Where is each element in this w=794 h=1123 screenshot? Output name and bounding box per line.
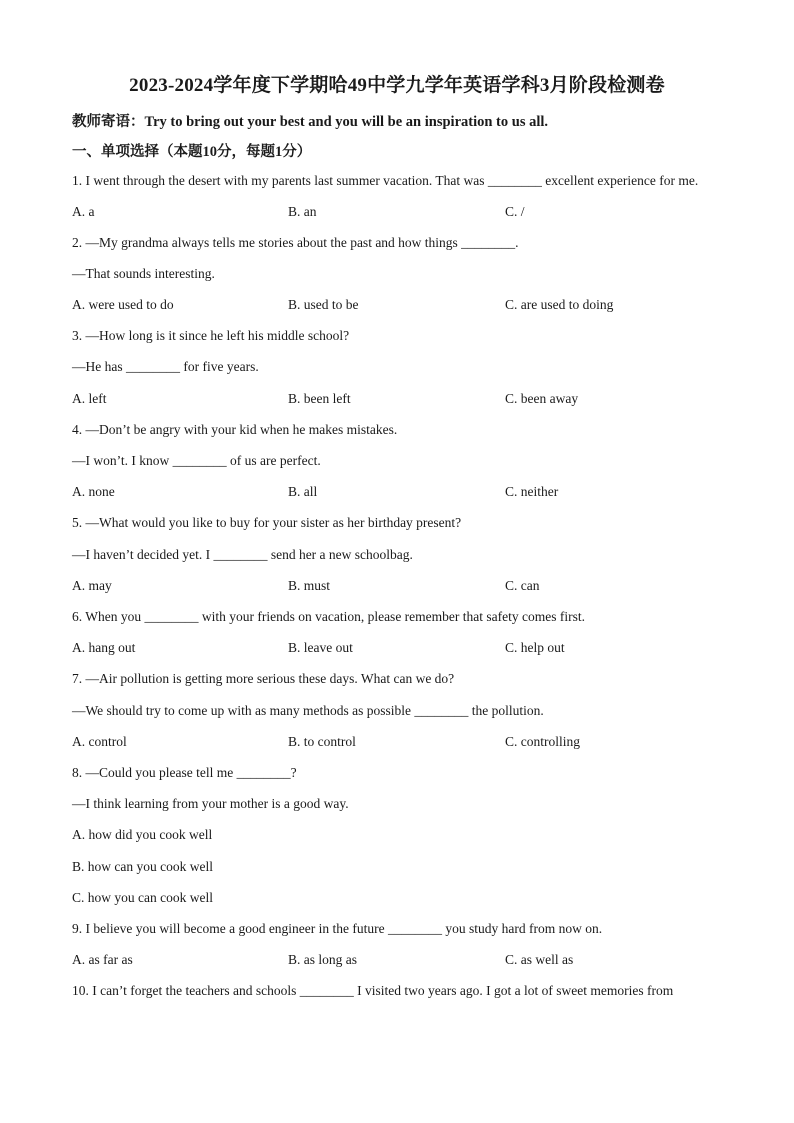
question-7-option-c: C. controlling — [505, 734, 580, 749]
question-7-option-a: A. control — [72, 734, 127, 749]
question-2-stem: 2. —My grandma always tells me stories about the past and how things ________. — [72, 235, 519, 250]
question-8-option-b: B. how can you cook well — [72, 859, 213, 874]
question-5-option-b: B. must — [288, 578, 331, 593]
question-6-stem: 6. When you ________ with your friends on vacation, please remember that safety comes first. — [72, 609, 585, 624]
question-6-option-a: A. hang out — [72, 640, 136, 655]
question-8-stem: 8. —Could you please tell me ________? — [72, 765, 297, 780]
question-5-reply: —I haven’t decided yet. I ________ send her a new schoolbag. — [72, 547, 413, 562]
question-2-reply: —That sounds interesting. — [72, 266, 215, 281]
question-2-option-c: C. are used to doing — [505, 297, 614, 312]
question-6-option-c: C. help out — [505, 640, 565, 655]
question-2-option-a: A. were used to do — [72, 297, 174, 312]
question-8-option-a: A. how did you cook well — [72, 827, 213, 842]
section-heading: 一、单项选择（本题10分，每题1分） — [72, 144, 312, 160]
question-10-stem: 10. I can’t forget the teachers and schools ________ I visited two years ago. I got a lot of sweet memories from — [72, 983, 674, 998]
question-4-option-c: C. neither — [505, 484, 559, 499]
question-9-option-b: B. as long as — [288, 952, 357, 967]
question-9-option-c: C. as well as — [505, 952, 574, 967]
question-1-option-a: A. a — [72, 204, 95, 219]
question-5-option-c: C. can — [505, 578, 540, 593]
question-4-stem: 4. —Don’t be angry with your kid when he makes mistakes. — [72, 422, 398, 437]
question-9-option-a: A. as far as — [72, 952, 133, 967]
question-9-stem: 9. I believe you will become a good engineer in the future ________ you study hard from now on. — [72, 921, 603, 936]
question-4-option-a: A. none — [72, 484, 115, 499]
question-4-option-b: B. all — [288, 484, 318, 499]
exam-title: 2023-2024学年度下学期哈49中学九学年英语学科3月阶段检测卷 — [129, 75, 665, 96]
question-2-option-b: B. used to be — [288, 297, 359, 312]
question-3-option-a: A. left — [72, 391, 107, 406]
question-5-option-a: A. may — [72, 578, 112, 593]
question-7-option-b: B. to control — [288, 734, 356, 749]
question-7-stem: 7. —Air pollution is getting more serious these days. What can we do? — [72, 671, 455, 686]
question-4-reply: —I won’t. I know ________ of us are perfect. — [72, 453, 321, 468]
question-8-option-c: C. how you can cook well — [72, 890, 213, 905]
question-3-reply: —He has ________ for five years. — [72, 359, 259, 374]
question-3-stem: 3. —How long is it since he left his middle school? — [72, 328, 350, 343]
question-3-option-b: B. been left — [288, 391, 351, 406]
question-6-option-b: B. leave out — [288, 640, 353, 655]
question-1-stem: 1. I went through the desert with my parents last summer vacation. That was ________ excellent experience for me. — [72, 173, 699, 188]
question-8-reply: —I think learning from your mother is a good way. — [72, 796, 349, 811]
question-1-option-b: B. an — [288, 204, 317, 219]
question-7-reply: —We should try to come up with as many methods as possible ________ the pollution. — [72, 703, 544, 718]
question-1-option-c: C. / — [505, 204, 525, 219]
question-3-option-c: C. been away — [505, 391, 579, 406]
question-5-stem: 5. —What would you like to buy for your sister as her birthday present? — [72, 515, 462, 530]
teacher-message: 教师寄语：Try to bring out your best and you will be an inspiration to us all. — [72, 114, 549, 130]
